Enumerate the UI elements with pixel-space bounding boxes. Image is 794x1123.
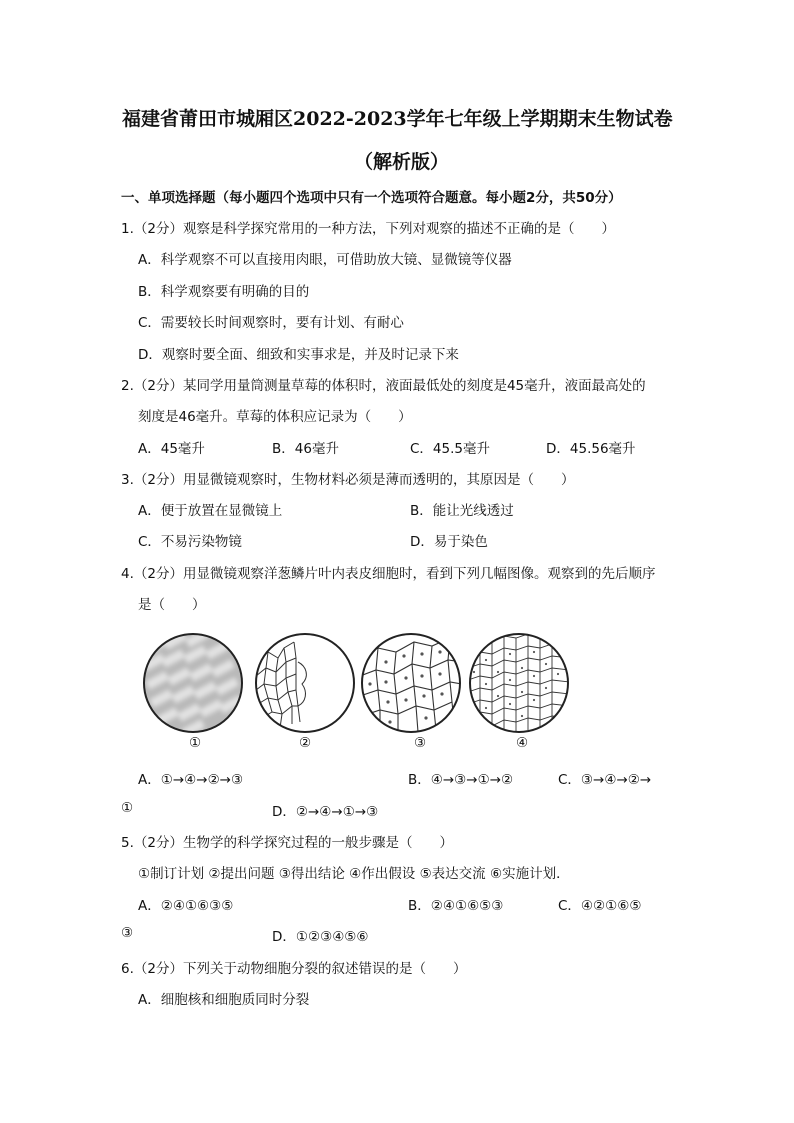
section-heading: 一、单项选择题（每小题四个选项中只有一个选项符合题意。每小题2分，共50分）	[121, 190, 622, 206]
micrograph-off-center	[254, 632, 356, 734]
figure-label-2: ②	[299, 735, 312, 751]
question-4-option-a: A．①→④→②→③	[138, 772, 244, 788]
question-1-option-c: C．需要较长时间观察时，要有计划、有耐心	[138, 315, 404, 331]
question-2-option-d: D．45.56毫升	[546, 441, 636, 457]
question-5-option-d: D．①②③④⑤⑥	[272, 929, 369, 945]
question-4-stem-line1: 4.（2分）用显微镜观察洋葱鳞片叶内表皮细胞时，看到下列几幅图像。观察到的先后顺序	[121, 566, 656, 582]
question-4-stem-line2: 是（ ）	[138, 597, 206, 613]
question-1-option-b: B．科学观察要有明确的目的	[138, 284, 310, 300]
page-title: 福建省莆田市城厢区2022-2023学年七年级上学期期末生物试卷	[122, 108, 673, 130]
question-5-steps: ①制订计划 ②提出问题 ③得出结论 ④作出假设 ⑤表达交流 ⑥实施计划．	[138, 866, 570, 882]
question-5-option-c: C．④②①⑥⑤	[558, 898, 642, 914]
question-5-stem: 5.（2分）生物学的科学探究过程的一般步骤是（ ）	[121, 835, 453, 851]
question-5-option-a: A．②④①⑥③⑤	[138, 898, 234, 914]
question-1-option-a: A．科学观察不可以直接用肉眼，可借助放大镜、显微镜等仪器	[138, 252, 512, 268]
micrograph-blurry	[142, 632, 244, 734]
micrograph-high-magnification	[360, 632, 462, 734]
question-3-option-c: C．不易污染物镜	[138, 534, 242, 550]
question-2-option-b: B．46毫升	[272, 441, 339, 457]
question-1-option-d: D．观察时要全面、细致和实事求是，并及时记录下来	[138, 347, 459, 363]
figure-label-3: ③	[414, 735, 427, 751]
page-subtitle: （解析版）	[354, 151, 450, 173]
question-2-stem-line2: 刻度是46毫升。草莓的体积应记录为（ ）	[138, 409, 412, 425]
question-4-option-b: B．④→③→①→②	[408, 772, 514, 788]
figure-label-4: ④	[516, 735, 529, 751]
figure-label-1: ①	[189, 735, 202, 751]
question-3-option-d: D．易于染色	[410, 534, 488, 550]
question-5-option-c-wrap: ③	[121, 925, 134, 941]
micrograph-low-magnification	[468, 632, 570, 734]
question-2-option-c: C．45.5毫升	[410, 441, 490, 457]
question-4-option-c: C．③→④→②→	[558, 772, 652, 788]
question-2-option-a: A．45毫升	[138, 441, 205, 457]
question-4-option-c-wrap: ①	[121, 800, 134, 816]
question-5-option-b: B．②④①⑥⑤③	[408, 898, 504, 914]
question-4-option-d: D．②→④→①→③	[272, 804, 379, 820]
question-3-stem: 3.（2分）用显微镜观察时，生物材料必须是薄而透明的，其原因是（ ）	[121, 472, 575, 488]
question-6-option-a: A．细胞核和细胞质同时分裂	[138, 992, 310, 1008]
question-6-stem: 6.（2分）下列关于动物细胞分裂的叙述错误的是（ ）	[121, 961, 467, 977]
question-3-option-b: B．能让光线透过	[410, 503, 514, 519]
question-2-stem-line1: 2.（2分）某同学用量筒测量草莓的体积时，液面最低处的刻度是45毫升，液面最高处的	[121, 378, 646, 394]
question-3-option-a: A．便于放置在显微镜上	[138, 503, 283, 519]
question-1-stem: 1.（2分）观察是科学探究常用的一种方法，下列对观察的描述不正确的是（ ）	[121, 221, 615, 237]
